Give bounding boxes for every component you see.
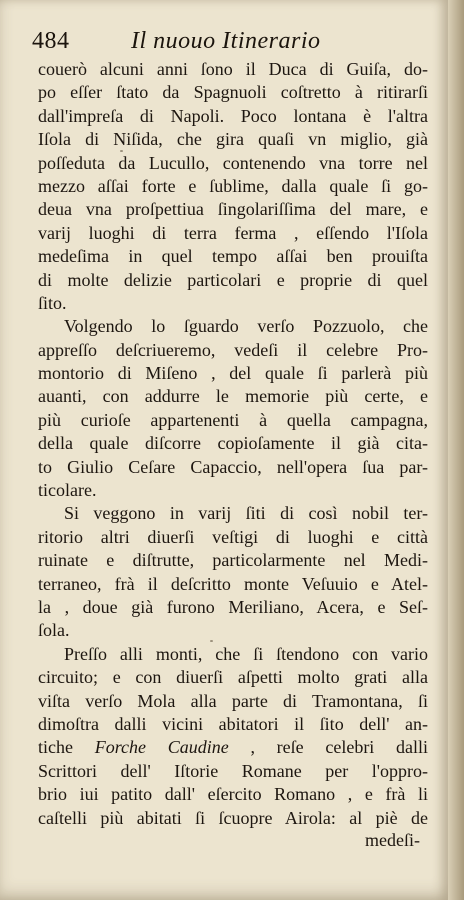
text-line: dall'impreſa di Napoli. Poco lontana è l'altra: [38, 105, 428, 126]
text-line: po eſſer ſtato da Spagnuoli coſtretto à ritirarſi: [38, 82, 428, 103]
text-line: di molte delizie particolari e proprie di quel: [38, 269, 428, 290]
text-line: Scrittori dell' Iſtorie Romane per l'oppro-: [38, 760, 428, 781]
line-suffix: , reſe celebri dalli: [250, 737, 429, 758]
text-line: ſola.: [38, 620, 70, 641]
page-header: [26, 28, 436, 58]
text-line: la , doue già furono Meriliano, Acera, e Seſ-: [38, 596, 428, 617]
text-line: auanti, con addurre le memorie più certe, e: [38, 386, 428, 407]
text-line: dimoſtra dalli vicini abitatori il ſito dell' an-: [38, 713, 428, 734]
text-line: più curioſe appartenenti à quella campagna,: [38, 409, 428, 430]
text-line: circuito; e con diuerſi aſpetti molto grati alla: [38, 667, 428, 688]
text-line: couerò alcuni anni ſono il Duca di Guiſa, do-: [38, 59, 428, 79]
text-line: Iſola di Niſida, che gira quaſi vn miglio, già: [38, 129, 428, 150]
text-line: to Giulio Ceſare Capaccio, nell'opera ſua par-: [38, 456, 428, 477]
text-line: poſſeduta da Lucullo, contenendo vna torre nel: [38, 152, 428, 173]
line-prefix: tiche: [38, 737, 73, 758]
paper-speck: [210, 640, 213, 642]
text-line: varij luoghi di terra ferma , eſſendo l'Iſola: [38, 222, 428, 243]
text-line: montorio di Miſeno , del quale ſi parlerà più: [38, 363, 428, 384]
catchword: medeſi-: [365, 830, 420, 850]
body-text: [38, 58, 428, 830]
text-line: ſito.: [38, 292, 67, 313]
text-line: deua vna proſpettiua ſingolariſſima del mare, e: [38, 199, 428, 220]
paragraph-start: Si veggono in varij ſiti di così nobil ter-: [64, 503, 428, 524]
italic-phrase: Forche Caudine: [94, 737, 229, 758]
page-number: 484: [32, 28, 70, 54]
paper-speck: [300, 420, 303, 422]
text-line-italic-phrase: [38, 736, 428, 759]
text-line: appreſſo deſcriueremo, vedeſi il celebre Pro-: [38, 339, 428, 360]
text-line: della quale diſcorre copioſamente il già cita-: [38, 433, 428, 454]
text-line: caſtelli più abitati ſi ſcuopre Airola: al piè de: [38, 807, 428, 828]
running-title: Il nuouo Itinerario: [131, 28, 321, 54]
paragraph-start: Volgendo lo ſguardo verſo Pozzuolo, che: [64, 316, 428, 337]
page-edge: [448, 0, 464, 900]
text-line: ticolare.: [38, 480, 97, 501]
text-line: terraneo, frà il deſcritto monte Veſuuio e Atel-: [38, 573, 428, 594]
text-line: medeſima in quel tempo aſſai ben prouiſta: [38, 246, 428, 267]
text-line: ruinate e diſtrutte, particolarmente nel Medi-: [38, 550, 428, 571]
text-line: mezzo aſſai forte e ſublime, dalla quale ſi go-: [38, 175, 428, 196]
text-line: brio iui patito dall' eſercito Romano , e frà li: [38, 784, 428, 805]
paper-speck: [120, 150, 123, 152]
paragraph-start: Preſſo alli monti, che ſi ſtendono con vario: [64, 643, 428, 664]
text-line: ritorio altri diuerſi veſtigi di luoghi e città: [38, 526, 428, 547]
text-line: viſta verſo Mola alla parte di Tramontana, ſi: [38, 690, 428, 711]
